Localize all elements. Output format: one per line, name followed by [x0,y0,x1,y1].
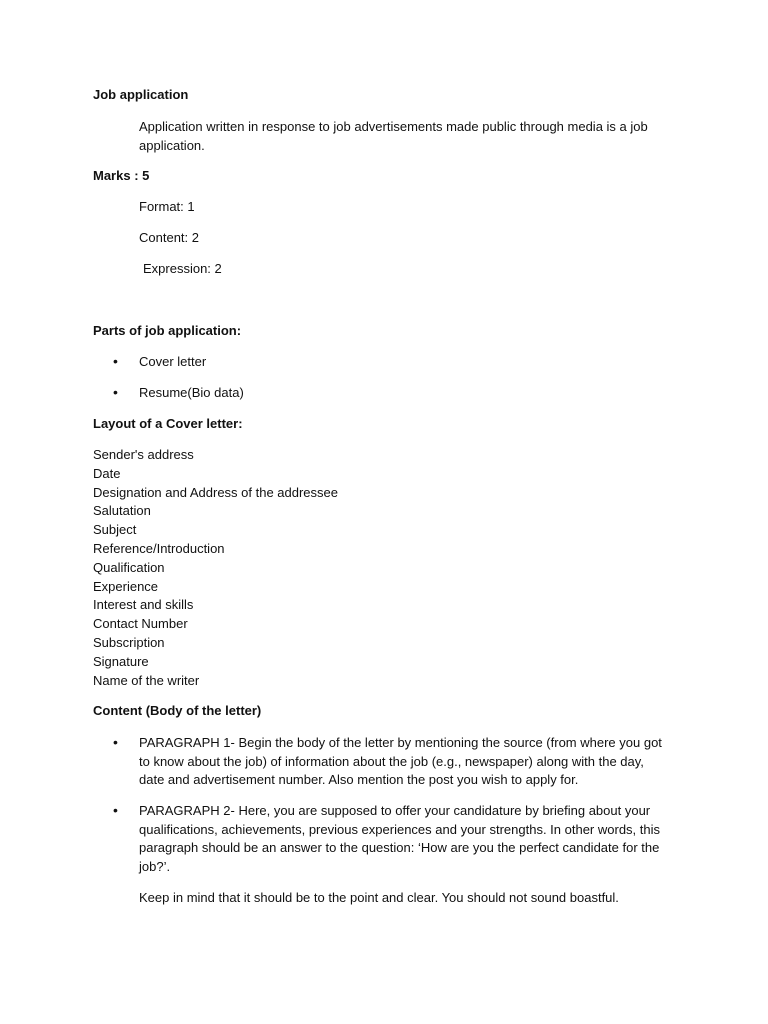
layout-item: Qualification [93,559,165,575]
parts-heading: Parts of job application: [93,323,242,338]
layout-item: Subscription [93,634,165,650]
layout-item: Experience [93,578,159,594]
layout-item: Name of the writer [93,672,200,688]
layout-item: Interest and skills [93,597,194,613]
paragraph-2: PARAGRAPH 2- Here, you are supposed to offer your candidature by briefing about your qualifications, achievements, previous experiences and your strengths. In other words, this paragraph should be an answer to the question: ‘How are you the perfect candidate for the job?’. [139,803,660,874]
layout-item: Subject [93,522,137,538]
layout-item: Sender's address [93,447,194,462]
layout-item: Reference/Introduction [93,540,225,556]
layout-item: Designation and Address of the addressee [93,484,339,500]
definition-text: Application written in response to job advertisements made public through media is a job application. [139,119,648,153]
bullet-icon: • [113,802,118,818]
heading-job-application: Job application [93,87,189,102]
paragraph-1: PARAGRAPH 1- Begin the body of the letter by mentioning the source (from where you got to know about the job) of information about the job (e.g., newspaper) along with the day, date and advertisement number. Also mention the post you wish to apply for. [139,735,662,788]
bullet-icon: • [113,353,118,369]
layout-list [93,446,338,690]
layout-heading: Layout of a Cover letter: [93,416,243,431]
note-text: Keep in mind that it should be to the point and clear. You should not sound boastful. [139,890,619,905]
bullet-icon: • [113,384,118,400]
content-heading: Content (Body of the letter) [93,703,262,718]
layout-item: Contact Number [93,616,188,632]
bullet-icon: • [113,734,118,750]
layout-item: Signature [93,653,149,669]
part-item-resume: Resume(Bio data) [139,385,244,400]
layout-item: Salutation [93,503,151,519]
marks-content: Content: 2 [139,230,199,245]
marks-expression: Expression: 2 [143,261,222,276]
marks-label: Marks : 5 [93,168,150,183]
part-item-cover-letter: Cover letter [139,354,207,369]
marks-format: Format: 1 [139,199,195,214]
layout-item: Date [93,465,121,481]
